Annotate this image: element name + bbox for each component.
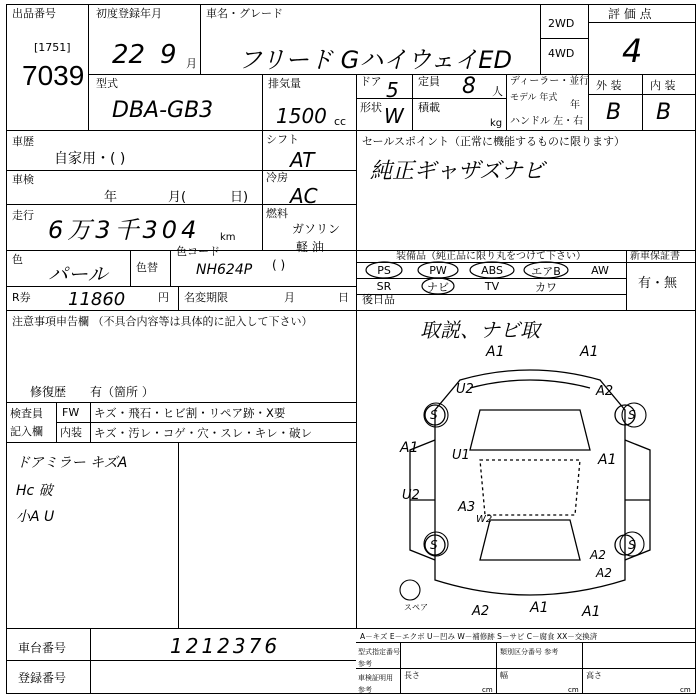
equip-navi: ナビ: [427, 280, 449, 294]
registration-label: 登録番号: [18, 671, 67, 685]
mileage-label: 走行: [12, 209, 34, 222]
shift-label: シフト: [266, 133, 299, 146]
disp-value: 1500: [276, 104, 327, 128]
history-value: 自家用・( ): [54, 151, 126, 167]
remark-1: ドアミラー キズA: [16, 455, 128, 471]
load-label: 積載: [418, 101, 440, 114]
sales-value: 純正ギャザズナビ: [370, 159, 545, 184]
damage-mark-bumper-left: A2: [472, 604, 490, 619]
ac-value: AC: [290, 184, 318, 208]
grade-label: 評 価 点: [608, 7, 652, 21]
fuel-diesel: 軽 油: [296, 240, 324, 254]
equip-pw: PW: [429, 264, 447, 277]
4wd-label: 4WD: [548, 47, 575, 60]
sales-label: セールスポイント（正常に機能するものに限ります）: [362, 135, 626, 148]
equip-airbag: エアB: [531, 264, 561, 278]
door-value: 5: [386, 78, 399, 102]
damage-mark-hood-right: A2: [596, 384, 614, 399]
length-label: 長さ: [404, 671, 420, 680]
damage-mark-roof-2: W2: [476, 514, 493, 525]
damage-mark-front-right: A1: [580, 344, 599, 360]
height-label: 高さ: [586, 671, 602, 680]
exterior-grade: B: [606, 100, 622, 125]
new-warranty-label: 新車保証書: [630, 251, 680, 262]
equip-leather: カワ: [535, 280, 557, 294]
damage-mark-rear-right: A2: [590, 548, 606, 562]
history-label: 車歴: [12, 135, 34, 148]
equipment-circles: [356, 250, 626, 310]
notes-label: 注意事項申告欄 （不具合内容等は具体的に記入して下さい）: [12, 315, 313, 328]
month-unit: 月: [186, 57, 197, 70]
mileage-unit: km: [220, 232, 236, 243]
inspection-label: 車検: [12, 173, 34, 186]
color-change-label: 色替: [136, 261, 158, 274]
width-unit: cm: [568, 686, 579, 694]
damage-mark-rear-corner: A2: [596, 566, 612, 580]
damage-mark-wheel-fl: S: [430, 408, 438, 422]
length-unit: cm: [482, 686, 493, 694]
fuel-label: 燃料: [266, 207, 288, 220]
interior-items: キズ・汚レ・コゲ・穴・スレ・キレ・破レ: [94, 426, 313, 440]
shift-value: AT: [290, 148, 315, 172]
damage-mark-rear-left: A1: [530, 600, 549, 616]
first-reg-year: 22: [112, 40, 146, 70]
model-name: フリード GハイウェイED: [238, 46, 512, 74]
recycle-label: R券: [12, 291, 31, 304]
color-code-label: 色コード: [176, 245, 220, 258]
chassis-label: 車台番号: [18, 641, 67, 655]
repair-history-label: 修復歴: [30, 385, 67, 399]
equip-ps: PS: [377, 264, 391, 277]
form-label: 形状: [360, 101, 382, 114]
damage-mark-wheel-rl: S: [430, 538, 438, 552]
mileage-value: 6万3千304: [48, 216, 201, 244]
recycle-unit: 円: [158, 291, 169, 304]
fuel-gas: ガソリン: [292, 222, 341, 236]
model-year-label: モデル 年式: [510, 93, 558, 103]
name-change-label: 名変期限: [184, 291, 228, 304]
disp-label: 排気量: [268, 77, 301, 90]
damage-mark-side-left: U2: [402, 488, 420, 503]
lot-sub: [1751]: [34, 41, 71, 54]
fw-label: FW: [62, 406, 80, 419]
inspection-month: 月(: [168, 190, 187, 205]
inspection-year: 年: [104, 190, 118, 205]
remark-2: Hc 破: [16, 483, 53, 499]
lot-number: 7039: [22, 60, 85, 91]
first-reg-label: 初度登録年月: [96, 7, 162, 20]
damage-mark-hood-left: U2: [456, 382, 474, 397]
lot-label: 出品番号: [12, 7, 56, 20]
capacity-label: 定員: [418, 75, 440, 88]
type-label: 型式: [96, 77, 118, 90]
damage-mark-wheel-fr: S: [628, 408, 636, 422]
disp-unit: cc: [334, 115, 347, 128]
form-value: W: [384, 104, 404, 128]
damage-mark-bumper-right: A1: [582, 604, 601, 620]
door-label: ドア: [360, 75, 382, 88]
interior-grade: B: [656, 100, 672, 125]
width-label: 幅: [500, 671, 508, 680]
damage-mark-door-left: A1: [400, 440, 419, 456]
damage-mark-front-left: A1: [486, 344, 505, 360]
category-label: 類別区分番号 参考: [500, 648, 559, 656]
color-label: 色: [12, 253, 23, 266]
equip-tv: TV: [484, 280, 500, 293]
equip-abs: ABS: [481, 264, 503, 277]
damage-mark-roof: A3: [458, 500, 476, 515]
car-damage-diagram: [380, 340, 680, 630]
warranty-value: 有・無: [638, 276, 678, 291]
exterior-label: 外 装: [596, 79, 622, 92]
name-change-month: 月: [284, 291, 295, 304]
repair-history: 有（箇所 ）: [90, 385, 154, 399]
equipment-label: 装備品（純正品に限り丸をつけて下さい）: [396, 251, 586, 262]
type-value: DBA-GB3: [112, 98, 214, 123]
load-unit: kg: [490, 118, 503, 129]
damage-mark-wheel-rr: S: [628, 538, 636, 552]
equip-sr: SR: [376, 280, 392, 293]
damage-mark-door-left-2: U1: [452, 448, 470, 463]
fuel-other: ( ): [272, 258, 286, 272]
2wd-label: 2WD: [548, 17, 575, 30]
name-change-day: 日: [338, 291, 349, 304]
color-code-value: NH624P: [196, 262, 253, 278]
inspector-label: 検査員: [10, 407, 43, 420]
year-unit: 年: [570, 100, 580, 111]
damage-legend: A－キズ E－エクボ U－凹み W－補修跡 S－サビ C－腐食 XX－交換済: [360, 632, 598, 641]
remark-3: 小A U: [16, 509, 55, 525]
interior-label: 内 装: [650, 79, 676, 92]
capacity-value: 8: [462, 74, 476, 99]
fw-items: キズ・飛石・ヒビ割・リペア跡・X要: [94, 406, 286, 420]
aftermarket-value: 取説、ナビ取: [420, 318, 540, 342]
height-unit: cm: [680, 686, 691, 694]
interior-label-2: 内装: [60, 426, 82, 439]
capacity-unit: 人: [492, 85, 503, 98]
spare-label: スペア: [404, 603, 428, 612]
recycle-value: 11860: [68, 289, 126, 310]
grade-value: 4: [622, 32, 643, 70]
inspector-label-2: 記入欄: [10, 425, 43, 438]
color-value: パール: [48, 262, 108, 286]
handle-label: ハンドル 左・右: [510, 116, 584, 127]
ac-label: 冷房: [266, 171, 288, 184]
equip-aw: AW: [591, 264, 609, 277]
damage-mark-door-right: A1: [598, 452, 617, 468]
first-reg-month: 9: [160, 40, 177, 70]
model-label: 車名・グレード: [206, 7, 283, 20]
chassis-value: 1212376: [170, 634, 281, 658]
dealer-label: ディーラー・並行: [510, 76, 590, 87]
type-cert-label: 型式指定番号 参考: [358, 648, 400, 668]
aftermarket-label: 後日品: [362, 293, 395, 306]
car-cert-label: 車検証明用 参考: [358, 674, 393, 694]
inspection-day: 日): [230, 190, 249, 205]
